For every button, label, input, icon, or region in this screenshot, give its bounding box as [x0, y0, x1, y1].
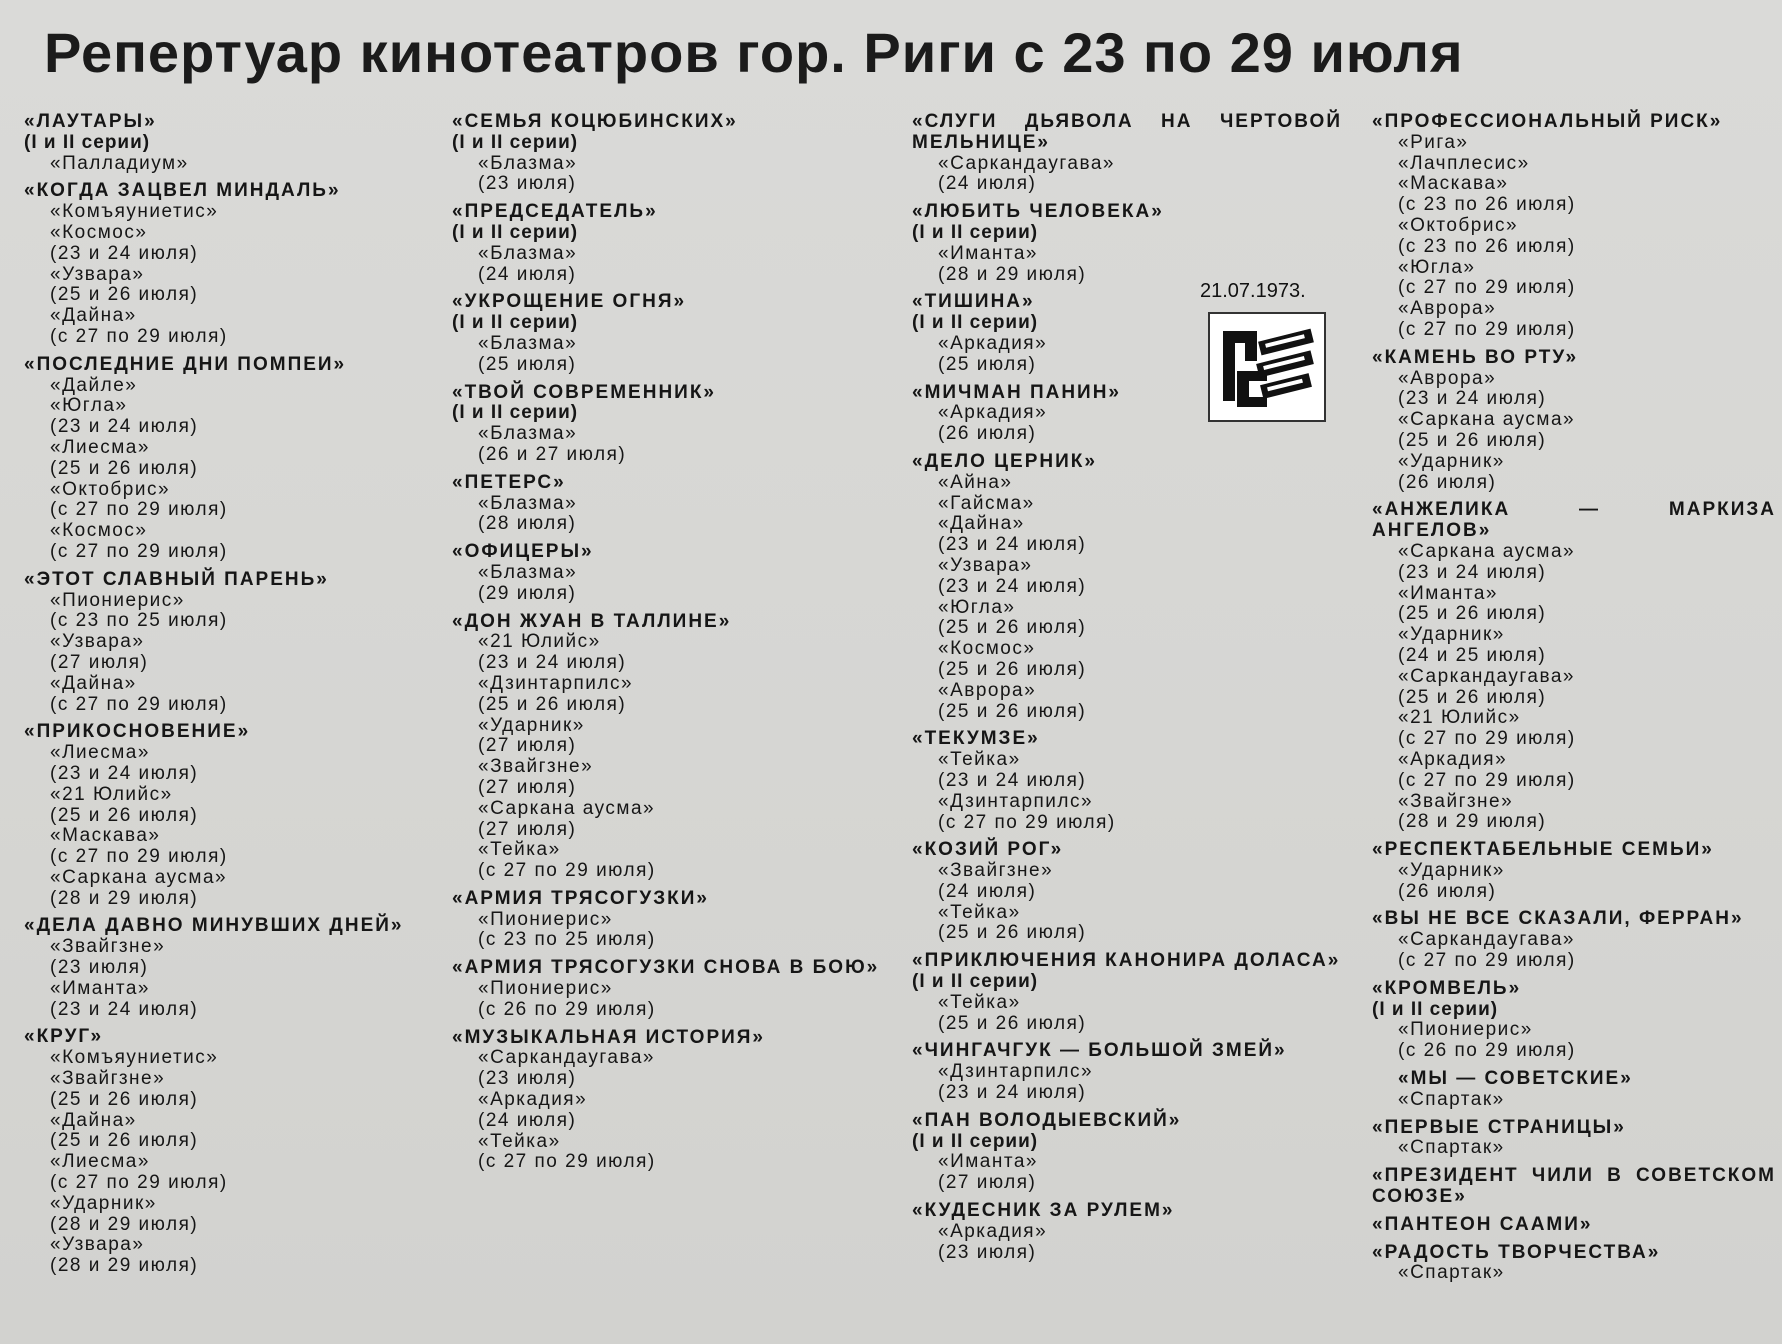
screening-dates: (28 и 29 июля): [1398, 811, 1547, 833]
cinema-name: «Тейка»: [478, 839, 561, 861]
film-title: «КУДЕСНИК ЗА РУЛЕМ»: [912, 1200, 1175, 1222]
film-series-note: (I и II серии): [912, 221, 1039, 243]
film-entry: [1372, 840, 1776, 902]
cinema-name: «Ударник»: [50, 1192, 157, 1214]
cinema-name: «Звайгзне»: [50, 1068, 166, 1090]
cinema-name: «Пиониерис»: [478, 908, 613, 930]
film-entry: [24, 355, 424, 563]
screening-dates: (с 27 по 29 июля): [50, 846, 228, 868]
film-series-note: (I и II серии): [912, 1130, 1039, 1152]
film-title: «ДОН ЖУАН В ТАЛЛИНЕ»: [452, 610, 732, 632]
cinema-name: «Иманта»: [50, 977, 150, 999]
screening-dates: (23 и 24 июля): [1398, 388, 1547, 410]
film-title: «ПАН ВОЛОДЫЕВСКИЙ»: [912, 1109, 1182, 1131]
column-2: [452, 112, 882, 1180]
cinema-name: «Космос»: [50, 221, 148, 243]
screening-dates: (с 26 по 29 июля): [478, 998, 656, 1020]
cinema-name: «Гайсма»: [938, 492, 1035, 514]
cinema-name: «Ударник»: [478, 714, 585, 736]
screening-dates: (28 и 29 июля): [938, 263, 1087, 285]
screening-dates: (24 и 25 июля): [1398, 644, 1547, 666]
screening-dates: (28 и 29 июля): [50, 1255, 199, 1277]
film-title: «КРУГ»: [24, 1026, 104, 1048]
source-logo: [1208, 312, 1326, 422]
screening-dates: (с 27 по 29 июля): [50, 325, 228, 347]
cinema-name: «Спартак»: [1398, 1262, 1505, 1284]
screening-dates: (с 27 по 29 июля): [50, 1172, 228, 1194]
cinema-name: «Аркадия»: [478, 1089, 588, 1111]
film-title: «ПАНТЕОН СААМИ»: [1372, 1213, 1593, 1235]
film-title: «ПРИКЛЮЧЕНИЯ КАНОНИРА ДОЛАСА»: [912, 950, 1341, 972]
film-title: «ТЕКУМЗЕ»: [912, 728, 1040, 750]
headline: Репертуар кинотеатров гор. Риги с 23 по 29 июля: [44, 21, 1464, 84]
screening-dates: (23 и 24 июля): [50, 998, 199, 1020]
screening-dates: (25 и 26 июля): [938, 922, 1087, 944]
screening-dates: (23 июля): [478, 173, 577, 195]
screening-dates: (25 и 26 июля): [50, 804, 199, 826]
cinema-name: «Октобрис»: [50, 478, 171, 500]
film-title: «ДЕЛА ДАВНО МИНУВШИХ ДНЕЙ»: [24, 915, 404, 937]
cinema-name: «Югла»: [50, 395, 128, 417]
cinema-name: «Дзинтарпилс»: [938, 790, 1094, 812]
cinema-name: «Дайна»: [50, 305, 137, 327]
screening-dates: (27 июля): [478, 735, 577, 757]
film-entry: [912, 1111, 1342, 1194]
film-entry: [24, 570, 424, 716]
film-title: «ПРЕЗИДЕНТ ЧИЛИ В СОВЕТСКОМ СОЮЗЕ»: [1372, 1165, 1776, 1208]
screening-dates: (с 23 по 25 июля): [50, 610, 228, 632]
screening-dates: (24 июля): [478, 263, 577, 285]
screening-dates: (с 27 по 29 июля): [1398, 728, 1576, 750]
screening-dates: (с 23 по 26 июля): [1398, 235, 1576, 257]
column-1: [24, 112, 424, 1284]
cinema-name: «Югла»: [938, 596, 1016, 618]
screening-dates: (с 26 по 29 июля): [1398, 1040, 1576, 1062]
screening-dates: (25 июля): [938, 353, 1037, 375]
cinema-name: «Лачплесис»: [1398, 152, 1530, 174]
screening-dates: (24 июля): [478, 1109, 577, 1131]
cinema-name: «Маскава»: [1398, 173, 1509, 195]
cinema-name: «Саркана аусма»: [1398, 409, 1576, 431]
film-entry: [1372, 348, 1776, 494]
cinema-name: «Аврора»: [1398, 298, 1497, 320]
cinema-name: «Иманта»: [938, 242, 1038, 264]
film-series-note: (I и II серии): [452, 221, 579, 243]
film-title: «СЛУГИ ДЬЯВОЛА НА ЧЕРТОВОЙ МЕЛЬНИЦЕ»: [912, 111, 1342, 153]
cinema-name: «Блазма»: [478, 152, 578, 174]
film-entry: [452, 542, 882, 604]
cinema-name: «Дзинтарпилс»: [938, 1061, 1094, 1083]
film-title: «КОЗИЙ РОГ»: [912, 839, 1064, 861]
film-entry: [1372, 1215, 1776, 1236]
cinema-name: «Блазма»: [478, 561, 578, 583]
film-entry: [1372, 112, 1776, 341]
cinema-name: «Звайгзне»: [50, 936, 166, 958]
screening-dates: (23 и 24 июля): [938, 575, 1087, 597]
film-entry: [24, 722, 424, 909]
cinema-name: «Узвара»: [50, 1234, 145, 1256]
cinema-name: «Ударник»: [1398, 624, 1505, 646]
film-entry: [452, 1028, 882, 1174]
screening-dates: (с 27 по 29 июля): [478, 1151, 656, 1173]
film-entry: [452, 292, 882, 375]
cinema-name: «Звайгзне»: [1398, 790, 1514, 812]
cinema-name: «Ударник»: [1398, 859, 1505, 881]
screening-dates: (25 и 26 июля): [478, 693, 627, 715]
film-entry: [1372, 909, 1776, 971]
film-title: «ПРИКОСНОВЕНИЕ»: [24, 721, 251, 743]
film-entry: [1372, 1243, 1776, 1285]
film-entry: [452, 958, 882, 1020]
cinema-name: «Блазма»: [478, 423, 578, 445]
screening-dates: (23 июля): [938, 1241, 1037, 1263]
film-entry: [1372, 500, 1776, 833]
film-title: «ЛАУТАРЫ»: [24, 111, 157, 132]
film-title: «МИЧМАН ПАНИН»: [912, 381, 1121, 403]
film-title: «ЭТОТ СЛАВНЫЙ ПАРЕНЬ»: [24, 568, 329, 590]
screening-dates: (28 и 29 июля): [50, 887, 199, 909]
cinema-name: «Саркандаугава»: [1398, 665, 1575, 687]
film-entry: [912, 729, 1342, 833]
screening-dates: (с 27 по 29 июля): [1398, 950, 1576, 972]
cinema-name: «Космос»: [938, 638, 1036, 660]
screening-dates: (29 июля): [478, 582, 577, 604]
screening-dates: (26 июля): [1398, 880, 1497, 902]
film-entry: [452, 202, 882, 285]
film-series-note: (I и II серии): [912, 312, 1039, 334]
screening-dates: (27 июля): [50, 651, 149, 673]
cinema-name: «Лиесма»: [50, 1151, 150, 1173]
film-title: «РАДОСТЬ ТВОРЧЕСТВА»: [1372, 1241, 1661, 1263]
cinema-name: «Лиесма»: [50, 436, 150, 458]
screening-dates: (24 июля): [938, 880, 1037, 902]
film-title: «ПРЕДСЕДАТЕЛЬ»: [452, 201, 658, 223]
film-title: «КОГДА ЗАЦВЕЛ МИНДАЛЬ»: [24, 180, 341, 202]
screening-dates: (28 и 29 июля): [50, 1213, 199, 1235]
screening-dates: (23 июля): [478, 1068, 577, 1090]
screening-dates: (23 и 24 июля): [50, 416, 199, 438]
cinema-name: «Дзинтарпилс»: [478, 672, 634, 694]
film-entry: [452, 889, 882, 951]
screening-dates: (25 и 26 июля): [938, 1012, 1087, 1034]
film-entry: [1372, 979, 1776, 1062]
cinema-name: «Спартак»: [1398, 1137, 1505, 1159]
cinema-name: «Палладиум»: [50, 152, 189, 174]
screening-dates: (с 27 по 29 июля): [1398, 277, 1576, 299]
film-title: «ЧИНГАЧГУК — БОЛЬШОЙ ЗМЕЙ»: [912, 1040, 1287, 1062]
cinema-name: «Пиониерис»: [478, 978, 613, 1000]
cinema-name: «Комъяуниетис»: [50, 201, 219, 223]
film-entry: [24, 112, 424, 174]
cinema-name: «Пиониерис»: [50, 589, 185, 611]
film-title: «ПРОФЕССИОНАЛЬНЫЙ РИСК»: [1372, 111, 1723, 132]
screening-dates: (26 июля): [938, 423, 1037, 445]
cinema-name: «Дайна»: [938, 513, 1025, 535]
screening-dates: (25 и 26 июля): [938, 658, 1087, 680]
cinema-name: «Айна»: [938, 471, 1013, 493]
screening-dates: (25 и 26 июля): [1398, 429, 1547, 451]
film-title: «ТВОЙ СОВРЕМЕННИК»: [452, 381, 716, 403]
screening-dates: (с 27 по 29 июля): [50, 499, 228, 521]
screening-dates: (23 и 24 июля): [50, 242, 199, 264]
film-entry: [1372, 1069, 1776, 1111]
screening-dates: (с 27 по 29 июля): [50, 693, 228, 715]
cinema-name: «Тейка»: [938, 901, 1021, 923]
screening-dates: (23 и 24 июля): [938, 769, 1087, 791]
cinema-name: «21 Юлийс»: [478, 631, 601, 653]
cinema-name: «21 Юлийс»: [50, 783, 173, 805]
film-entry: [24, 1027, 424, 1277]
film-entry: [912, 452, 1342, 722]
screening-dates: (26 и 27 июля): [478, 443, 627, 465]
film-entry: [912, 1201, 1342, 1263]
screening-dates: (25 и 26 июля): [50, 284, 199, 306]
screening-dates: (25 и 26 июля): [938, 700, 1087, 722]
cinema-name: «Звайгзне»: [938, 860, 1054, 882]
cinema-name: «Югла»: [1398, 256, 1476, 278]
cinema-name: «Тейка»: [938, 749, 1021, 771]
stamp-date: 21.07.1973.: [1200, 280, 1306, 302]
cinema-name: «Узвара»: [50, 631, 145, 653]
film-title: «АНЖЕЛИКА — МАРКИЗА АНГЕЛОВ»: [1372, 499, 1776, 542]
screening-dates: (с 27 по 29 июля): [478, 860, 656, 882]
film-series-note: (I и II серии): [452, 312, 579, 334]
film-title: «КАМЕНЬ ВО РТУ»: [1372, 346, 1579, 368]
screening-dates: (24 июля): [938, 173, 1037, 195]
cinema-name: «Аркадия»: [938, 332, 1048, 354]
film-series-note: (I и II серии): [912, 971, 1039, 993]
film-title: «ПОСЛЕДНИЕ ДНИ ПОМПЕИ»: [24, 353, 347, 375]
film-title: «ОФИЦЕРЫ»: [452, 541, 594, 563]
film-entry: [912, 202, 1342, 285]
screening-dates: (25 и 26 июля): [50, 1130, 199, 1152]
film-title: «ДЕЛО ЦЕРНИК»: [912, 450, 1097, 472]
cinema-name: «Лиесма»: [50, 742, 150, 764]
film-title: «ПЕРВЫЕ СТРАНИЦЫ»: [1372, 1116, 1626, 1138]
film-entry: [912, 951, 1342, 1034]
film-title: «АРМИЯ ТРЯСОГУЗКИ»: [452, 887, 709, 909]
cinema-name: «Рига»: [1398, 131, 1469, 153]
cinema-name: «Блазма»: [478, 332, 578, 354]
screening-dates: (25 июля): [478, 353, 577, 375]
screening-dates: (с 27 по 29 июля): [1398, 769, 1576, 791]
film-series-note: (I и II серии): [452, 402, 579, 424]
film-entry: [1372, 1166, 1776, 1208]
film-title: «УКРОЩЕНИЕ ОГНЯ»: [452, 291, 687, 313]
cinema-name: «Тейка»: [938, 991, 1021, 1013]
screening-dates: (25 и 26 июля): [938, 617, 1087, 639]
screening-dates: (25 и 26 июля): [50, 457, 199, 479]
screening-dates: (с 27 по 29 июля): [1398, 318, 1576, 340]
film-title: «МУЗЫКАЛЬНАЯ ИСТОРИЯ»: [452, 1026, 766, 1048]
film-title: «РЕСПЕКТАБЕЛЬНЫЕ СЕМЬИ»: [1372, 839, 1714, 861]
cinema-name: «Саркана аусма»: [50, 866, 228, 888]
film-title: «ТИШИНА»: [912, 291, 1035, 313]
cinema-name: «21 Юлийс»: [1398, 707, 1521, 729]
cinema-name: «Иманта»: [938, 1151, 1038, 1173]
cinema-name: «Спартак»: [1398, 1088, 1505, 1110]
cinema-name: «Блазма»: [478, 242, 578, 264]
screening-dates: (27 июля): [938, 1172, 1037, 1194]
cinema-name: «Аркадия»: [938, 402, 1048, 424]
cinema-name: «Саркана аусма»: [1398, 540, 1576, 562]
screening-dates: (23 июля): [50, 957, 149, 979]
screening-dates: (25 и 26 июля): [50, 1088, 199, 1110]
cinema-name: «Узвара»: [50, 263, 145, 285]
screening-dates: (27 июля): [478, 818, 577, 840]
screening-dates: (27 июля): [478, 776, 577, 798]
film-title: «КРОМВЕЛЬ»: [1372, 977, 1522, 999]
film-entry: [24, 181, 424, 347]
cinema-name: «Дайна»: [50, 1109, 137, 1131]
cinema-name: «Ударник»: [1398, 450, 1505, 472]
film-title: «ПЕТЕРС»: [452, 471, 566, 493]
film-series-note: (I и II серии): [1372, 998, 1499, 1020]
film-entry: [452, 612, 882, 882]
screening-dates: (23 и 24 июля): [50, 762, 199, 784]
cinema-name: «Космос»: [50, 520, 148, 542]
cinema-name: «Тейка»: [478, 1130, 561, 1152]
column-4: [1372, 112, 1776, 1291]
cinema-name: «Дайна»: [50, 672, 137, 694]
source-logo-icon: [1217, 321, 1317, 413]
film-entry: [24, 916, 424, 1020]
cinema-name: «Саркандаугава»: [478, 1047, 655, 1069]
film-entry: [912, 840, 1342, 944]
film-title: «МЫ — СОВЕТСКИЕ»: [1398, 1068, 1633, 1090]
film-entry: [912, 112, 1342, 195]
film-entry: [912, 1041, 1342, 1103]
film-entry: [452, 112, 882, 195]
film-title: «ВЫ НЕ ВСЕ СКАЗАЛИ, ФЕРРАН»: [1372, 908, 1744, 930]
film-entry: [452, 383, 882, 466]
screening-dates: (25 и 26 июля): [1398, 603, 1547, 625]
cinema-name: «Аврора»: [938, 679, 1037, 701]
cinema-name: «Аркадия»: [938, 1220, 1048, 1242]
cinema-name: «Узвара»: [938, 554, 1033, 576]
screening-dates: (с 27 по 29 июля): [938, 811, 1116, 833]
cinema-name: «Иманта»: [1398, 582, 1498, 604]
cinema-name: «Октобрис»: [1398, 214, 1519, 236]
cinema-name: «Саркана аусма»: [478, 797, 656, 819]
cinema-name: «Саркандаугава»: [1398, 929, 1575, 951]
cinema-name: «Дайле»: [50, 374, 138, 396]
screening-dates: (28 июля): [478, 513, 577, 535]
cinema-name: «Звайгзне»: [478, 756, 594, 778]
film-series-note: (I и II серии): [24, 131, 151, 153]
cinema-name: «Маскава»: [50, 825, 161, 847]
film-entry: [452, 473, 882, 535]
film-title: «СЕМЬЯ КОЦЮБИНСКИХ»: [452, 111, 738, 132]
screening-dates: (26 июля): [1398, 471, 1497, 493]
cinema-name: «Аврора»: [1398, 367, 1497, 389]
screening-dates: (23 и 24 июля): [1398, 561, 1547, 583]
film-series-note: (I и II серии): [452, 131, 579, 153]
cinema-name: «Пиониерис»: [1398, 1019, 1533, 1041]
screening-dates: (с 23 по 25 июля): [478, 929, 656, 951]
screening-dates: (с 23 по 26 июля): [1398, 194, 1576, 216]
film-title: «АРМИЯ ТРЯСОГУЗКИ СНОВА В БОЮ»: [452, 957, 880, 979]
film-title: «ЛЮБИТЬ ЧЕЛОВЕКА»: [912, 201, 1164, 223]
cinema-name: «Комъяуниетис»: [50, 1047, 219, 1069]
screening-dates: (25 и 26 июля): [1398, 686, 1547, 708]
screening-dates: (с 27 по 29 июля): [50, 540, 228, 562]
cinema-name: «Саркандаугава»: [938, 152, 1115, 174]
cinema-name: «Блазма»: [478, 492, 578, 514]
film-entry: [1372, 1118, 1776, 1160]
screening-dates: (23 и 24 июля): [478, 652, 627, 674]
screening-dates: (23 и 24 июля): [938, 534, 1087, 556]
screening-dates: (23 и 24 июля): [938, 1082, 1087, 1104]
cinema-name: «Аркадия»: [1398, 748, 1508, 770]
